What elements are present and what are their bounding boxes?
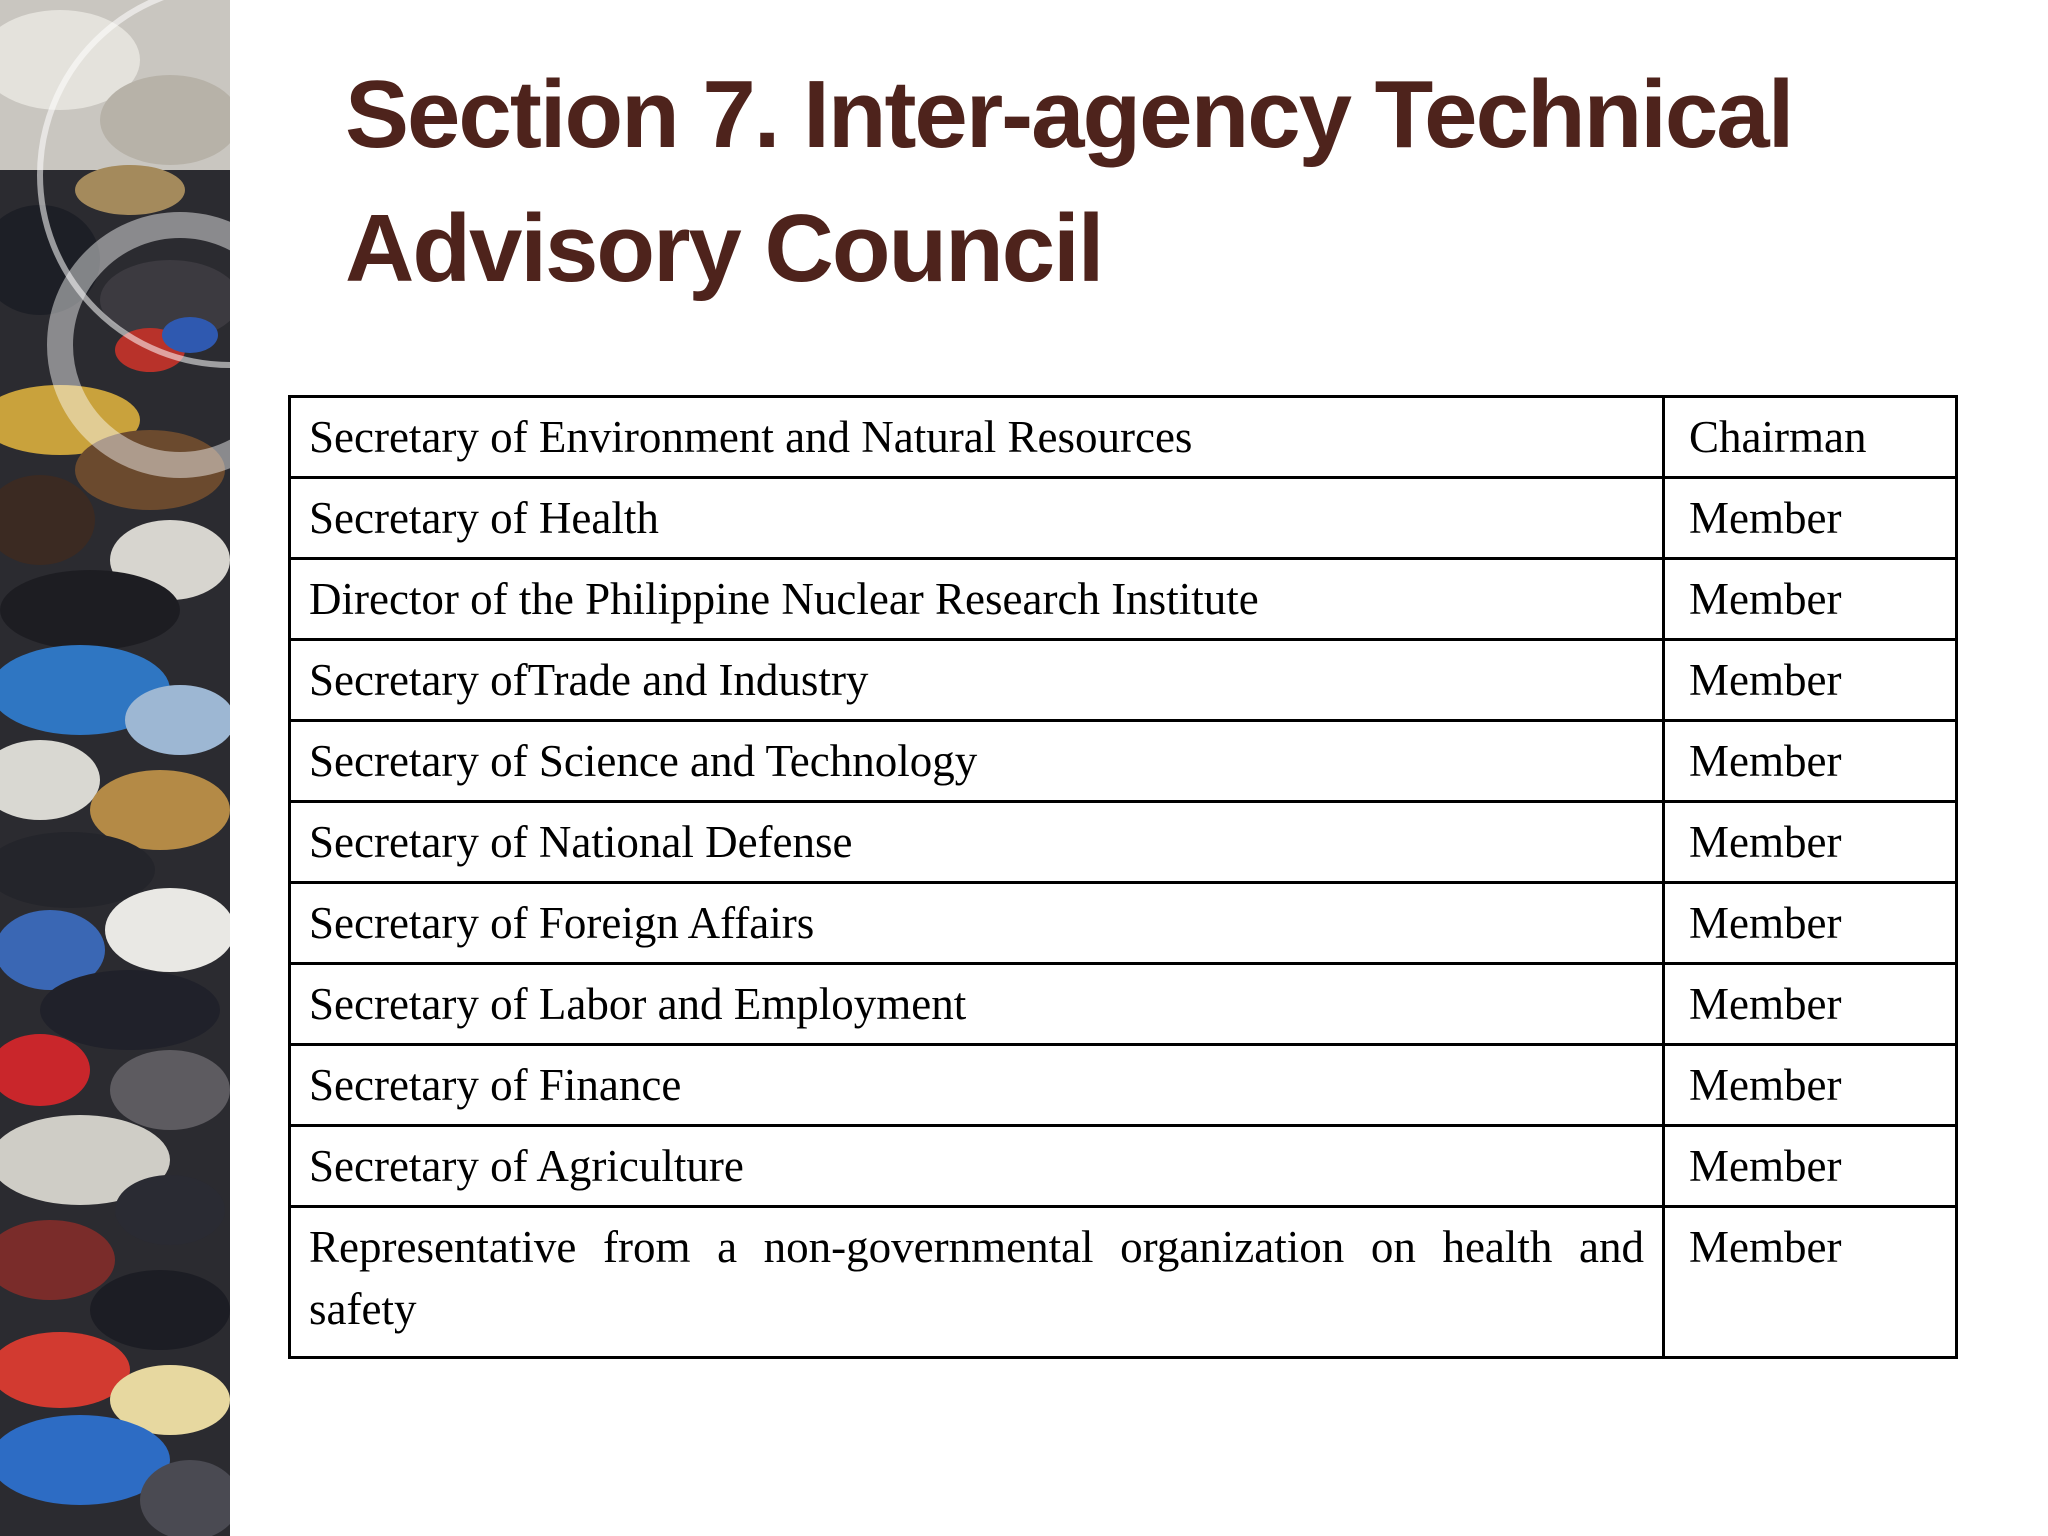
role-cell: Member xyxy=(1664,1126,1957,1207)
role-cell: Member xyxy=(1664,640,1957,721)
role-cell: Member xyxy=(1664,559,1957,640)
table-row xyxy=(290,802,1957,883)
agency-cell: Secretary of Agriculture xyxy=(290,1126,1664,1207)
table-row xyxy=(290,478,1957,559)
table-row xyxy=(290,559,1957,640)
slide-title: Section 7. Inter-agency Technical Advisory Council xyxy=(345,61,1793,302)
table-row xyxy=(290,397,1957,478)
role-cell: Member xyxy=(1664,1045,1957,1126)
table-row xyxy=(290,883,1957,964)
agency-cell: Director of the Philippine Nuclear Research Institute xyxy=(290,559,1664,640)
agency-cell: Secretary of Health xyxy=(290,478,1664,559)
agency-cell: Secretary of Environment and Natural Resources xyxy=(290,397,1664,478)
agency-cell: Secretary ofTrade and Industry xyxy=(290,640,1664,721)
role-cell: Member xyxy=(1664,721,1957,802)
role-cell: Chairman xyxy=(1664,397,1957,478)
table-row xyxy=(290,1207,1957,1358)
council-table xyxy=(288,395,1958,1359)
agency-cell: Secretary of Labor and Employment xyxy=(290,964,1664,1045)
role-cell: Member xyxy=(1664,478,1957,559)
agency-cell: Secretary of Finance xyxy=(290,1045,1664,1126)
table-row xyxy=(290,1045,1957,1126)
table-row xyxy=(290,964,1957,1045)
agency-cell: Secretary of Foreign Affairs xyxy=(290,883,1664,964)
agency-cell: Secretary of National Defense xyxy=(290,802,1664,883)
role-cell: Member xyxy=(1664,802,1957,883)
agency-cell: Secretary of Science and Technology xyxy=(290,721,1664,802)
agency-cell: Representative from a non-governmental organization on health and safety xyxy=(290,1207,1664,1358)
garbage-pile-photo xyxy=(0,0,230,1536)
table-row xyxy=(290,1126,1957,1207)
table-row xyxy=(290,721,1957,802)
role-cell: Member xyxy=(1664,964,1957,1045)
role-cell: Member xyxy=(1664,1207,1957,1358)
role-cell: Member xyxy=(1664,883,1957,964)
table-row xyxy=(290,640,1957,721)
